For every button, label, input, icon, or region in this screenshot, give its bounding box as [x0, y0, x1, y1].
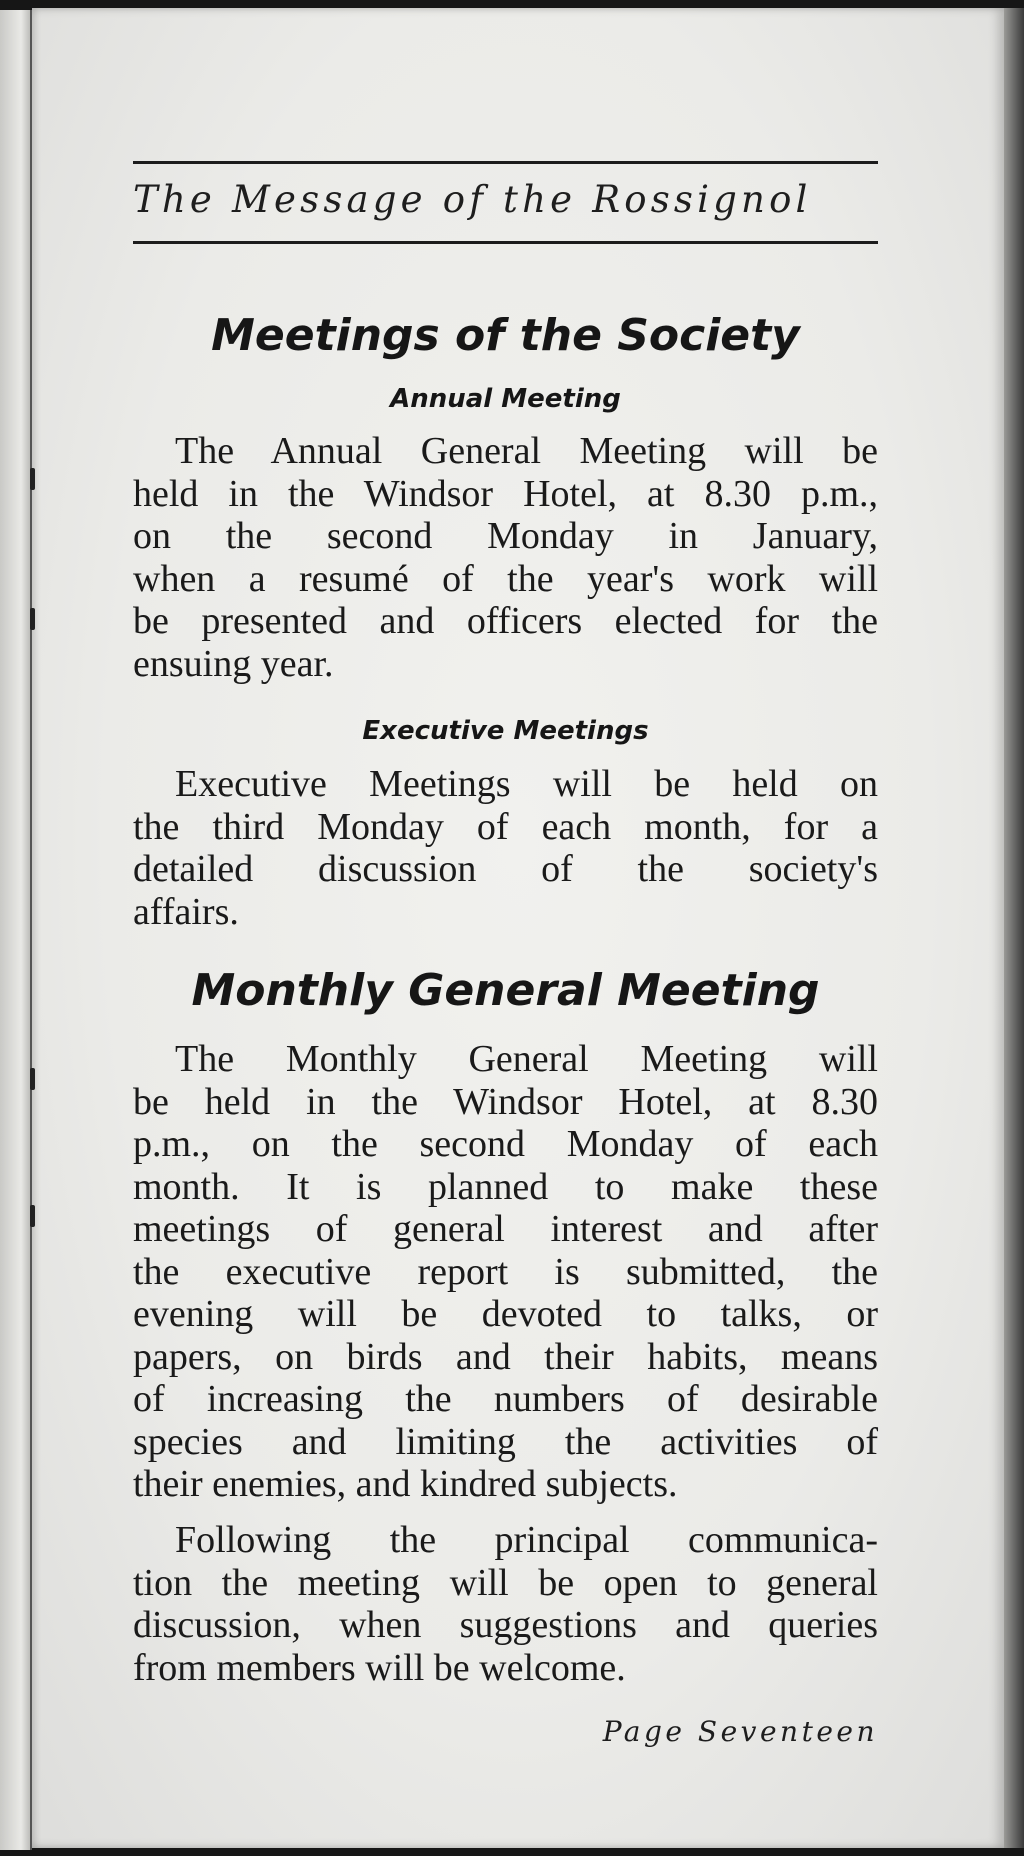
paragraph-line: the third Monday of each month, for a — [133, 805, 878, 848]
paragraph-line: meetings of general interest and after — [133, 1208, 878, 1250]
paragraph-line: tion the meeting will be open to general — [133, 1561, 878, 1604]
paragraph-line: affairs. — [133, 890, 239, 933]
meetings-heading: Meetings of the Society — [211, 310, 800, 361]
paragraph-line: Following the principal communica- — [175, 1519, 878, 1561]
paragraph-line: their enemies, and kindred subjects. — [133, 1463, 678, 1505]
paragraph-line: when a resumé of the year's work will — [133, 557, 878, 600]
facing-page-edge — [0, 10, 32, 1850]
paragraph-line: of increasing the numbers of desirable — [133, 1378, 878, 1420]
executive-meetings-subheading: Executive Meetings — [362, 716, 649, 746]
monthly-meeting-paragraph — [133, 1038, 878, 1506]
paragraph-line: month. It is planned to make these — [133, 1165, 878, 1208]
page-right-edge — [1004, 8, 1024, 1848]
annual-meeting-subheading: Annual Meeting — [390, 384, 621, 414]
paragraph-line: species and limiting the activities of — [133, 1420, 878, 1463]
binding-mark — [30, 1205, 35, 1227]
paragraph-line: on the second Monday in January, — [133, 515, 878, 557]
header-bottom-rule — [133, 241, 878, 244]
running-head: The Message of the Rossignol — [133, 178, 812, 221]
page-number-footer: Page Seventeen — [602, 1715, 878, 1748]
paragraph-line: The Monthly General Meeting will — [175, 1038, 878, 1080]
paragraph-line: ensuing year. — [133, 642, 334, 685]
executive-meetings-paragraph — [133, 763, 878, 933]
annual-meeting-paragraph — [133, 430, 878, 685]
paragraph-line: be presented and officers elected for the — [133, 600, 878, 642]
binding-mark — [30, 608, 35, 630]
following-paragraph — [133, 1519, 878, 1689]
paragraph-line: the executive report is submitted, the — [133, 1250, 878, 1293]
paragraph-line: held in the Windsor Hotel, at 8.30 p.m., — [133, 472, 878, 515]
paragraph-line: The Annual General Meeting will be — [175, 430, 878, 472]
paragraph-line: evening will be devoted to talks, or — [133, 1293, 878, 1335]
binding-mark — [30, 468, 35, 490]
paragraph-line: Executive Meetings will be held on — [175, 763, 878, 805]
paragraph-line: discussion, when suggestions and queries — [133, 1604, 878, 1646]
paragraph-line: p.m., on the second Monday of each — [133, 1123, 878, 1165]
paragraph-line: from members will be welcome. — [133, 1646, 626, 1689]
paragraph-line: be held in the Windsor Hotel, at 8.30 — [133, 1080, 878, 1123]
header-top-rule — [133, 161, 878, 164]
monthly-meeting-heading: Monthly General Meeting — [191, 965, 820, 1016]
paragraph-line: papers, on birds and their habits, means — [133, 1335, 878, 1378]
paragraph-line: detailed discussion of the society's — [133, 848, 878, 890]
binding-mark — [30, 1068, 35, 1090]
